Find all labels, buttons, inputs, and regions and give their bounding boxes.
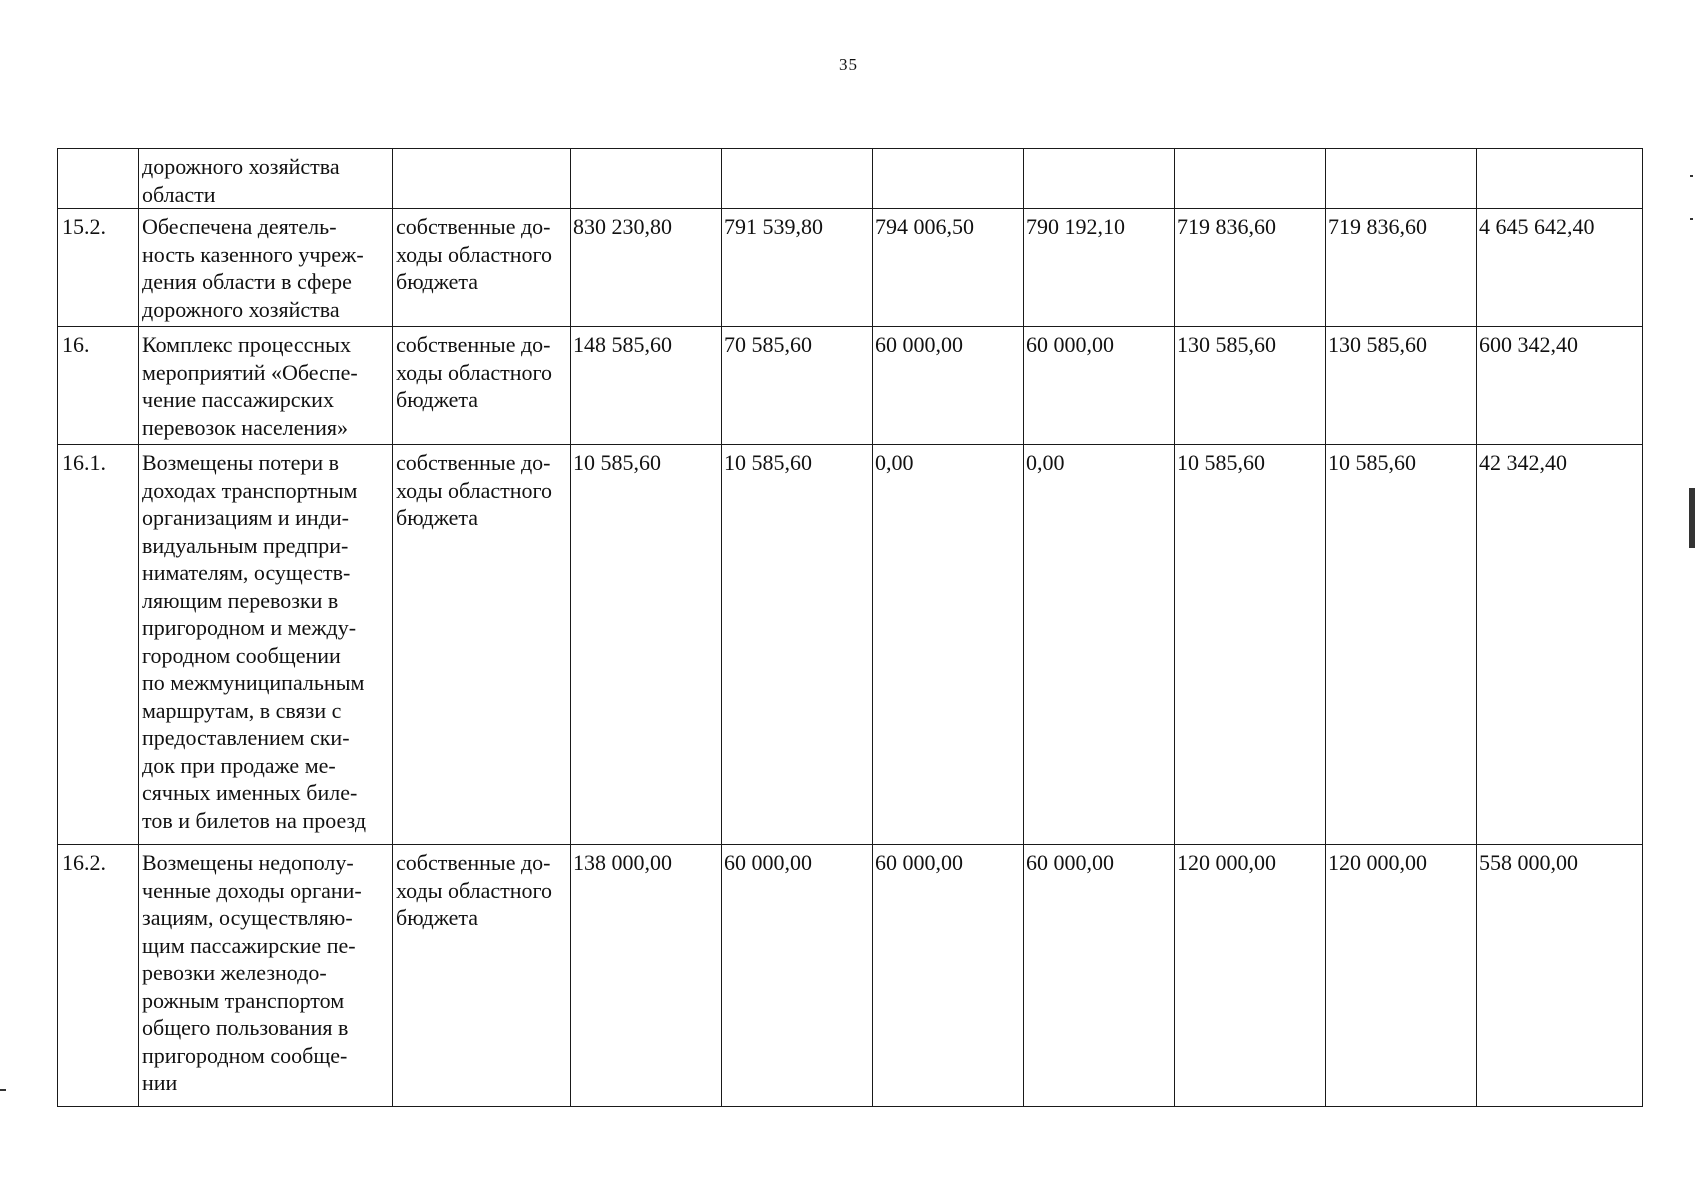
year-value: 790 192,10	[1024, 209, 1175, 327]
table-body	[58, 149, 1643, 1107]
row-number	[58, 149, 139, 209]
funding-source	[393, 149, 571, 209]
year-value: 10 585,60	[1175, 445, 1326, 845]
year-value: 120 000,00	[1326, 845, 1477, 1107]
funding-table	[57, 148, 1643, 1107]
year-value: 130 585,60	[1175, 327, 1326, 445]
row-number: 16.2.	[58, 845, 139, 1107]
row-number: 16.	[58, 327, 139, 445]
year-value: 130 585,60	[1326, 327, 1477, 445]
year-value	[1024, 149, 1175, 209]
scan-edge-mark	[1689, 488, 1695, 548]
funding-source: собственные до- ходы областного бюджета	[393, 327, 571, 445]
year-value: 120 000,00	[1175, 845, 1326, 1107]
year-value	[722, 149, 873, 209]
year-value	[1175, 149, 1326, 209]
total-value: 558 000,00	[1477, 845, 1643, 1107]
page-number: 35	[839, 55, 858, 74]
year-value	[571, 149, 722, 209]
measure-name: Возмещены потери в доходах транспортным организациям и инди- видуальным предпри- нимателям, осуществ- ляющим перевозки в пригородном и между- городном сообщении по межмуниципальным маршрутам, в связи с предоставлением ски- док при продаже ме- сячных именных биле- тов и билетов на проезд	[139, 445, 393, 845]
year-value: 138 000,00	[571, 845, 722, 1107]
year-value: 10 585,60	[722, 445, 873, 845]
year-value: 60 000,00	[1024, 845, 1175, 1107]
table-row	[58, 327, 1643, 445]
table-row	[58, 445, 1643, 845]
year-value: 719 836,60	[1326, 209, 1477, 327]
table-row	[58, 845, 1643, 1107]
measure-name: дорожного хозяйства области	[139, 149, 393, 209]
year-value: 60 000,00	[873, 845, 1024, 1107]
year-value: 60 000,00	[722, 845, 873, 1107]
row-number: 16.1.	[58, 445, 139, 845]
year-value: 791 539,80	[722, 209, 873, 327]
year-value: 794 006,50	[873, 209, 1024, 327]
year-value: 70 585,60	[722, 327, 873, 445]
scan-edge-mark	[1690, 218, 1693, 220]
funding-source: собственные до- ходы областного бюджета	[393, 209, 571, 327]
year-value: 719 836,60	[1175, 209, 1326, 327]
measure-name: Комплекс процессных мероприятий «Обеспе- чение пассажирских перевозок населения»	[139, 327, 393, 445]
year-value: 0,00	[1024, 445, 1175, 845]
total-value: 4 645 642,40	[1477, 209, 1643, 327]
year-value	[873, 149, 1024, 209]
scan-edge-mark	[1690, 175, 1693, 177]
year-value: 148 585,60	[571, 327, 722, 445]
funding-source: собственные до- ходы областного бюджета	[393, 445, 571, 845]
year-value: 10 585,60	[571, 445, 722, 845]
row-number: 15.2.	[58, 209, 139, 327]
scan-edge-mark	[0, 1089, 6, 1091]
table-row	[58, 209, 1643, 327]
year-value	[1326, 149, 1477, 209]
year-value: 0,00	[873, 445, 1024, 845]
total-value: 42 342,40	[1477, 445, 1643, 845]
year-value: 60 000,00	[873, 327, 1024, 445]
table-row	[58, 149, 1643, 209]
year-value: 830 230,80	[571, 209, 722, 327]
measure-name: Обеспечена деятель- ность казенного учреж- дения области в сфере дорожного хозяйства	[139, 209, 393, 327]
total-value: 600 342,40	[1477, 327, 1643, 445]
funding-source: собственные до- ходы областного бюджета	[393, 845, 571, 1107]
year-value: 60 000,00	[1024, 327, 1175, 445]
measure-name: Возмещены недополу- ченные доходы органи- зациям, осуществляю- щим пассажирские пе- ревозки железнодо- рожным транспортом общего пользования в пригородном сообще- нии	[139, 845, 393, 1107]
total-value	[1477, 149, 1643, 209]
year-value: 10 585,60	[1326, 445, 1477, 845]
